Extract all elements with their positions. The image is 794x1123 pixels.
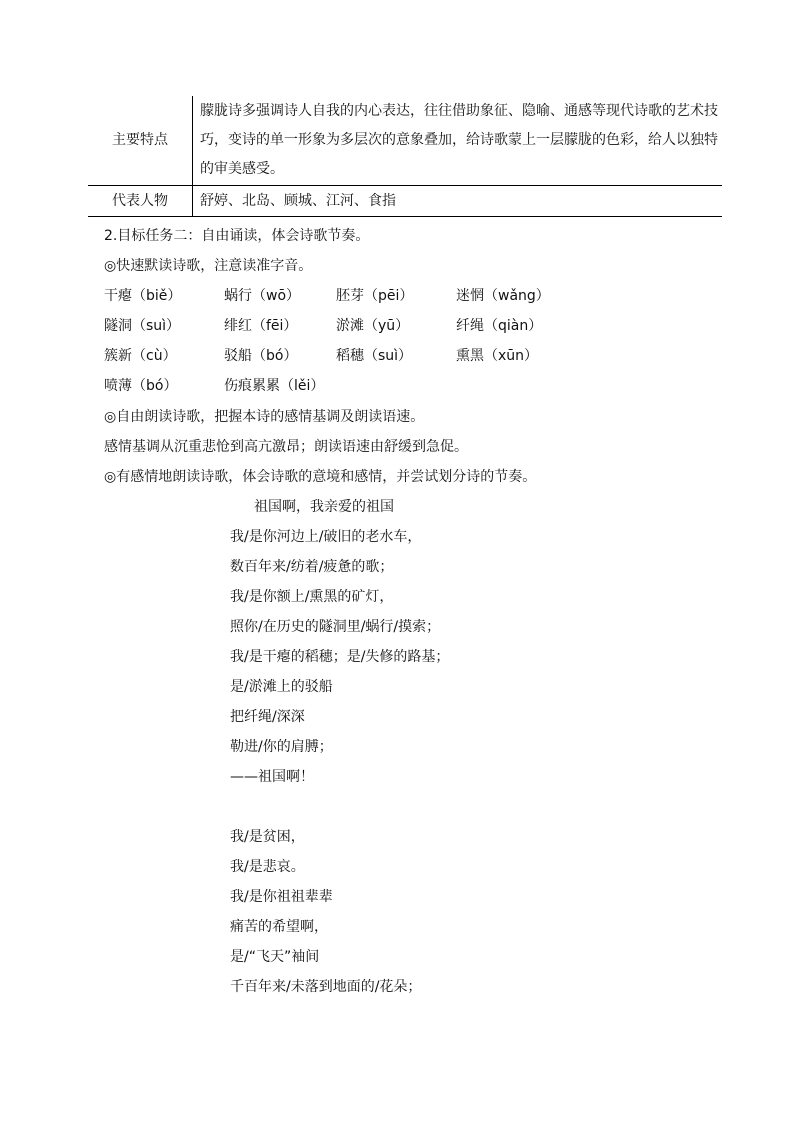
poem-line: 把纤绳/深深 (230, 709, 305, 725)
pronunciation-item: 干瘪（biě） (104, 288, 182, 304)
pronunciation-item: 伤痕累累（lěi） (224, 378, 325, 394)
pronunciation-item: 驳船（bó） (224, 348, 298, 364)
poem-info-table (88, 96, 722, 217)
poem-body (230, 527, 449, 1007)
pronunciation-item: 喷薄（bó） (104, 378, 178, 394)
poem-line: ——祖国啊！ (230, 769, 314, 785)
table-row (88, 96, 722, 186)
task2-heading: 2.目标任务二：自由诵读，体会诗歌节奏。 (104, 228, 370, 244)
step3-instruction: ◎有感情地朗读诗歌，体会诗歌的意境和感情，并尝试划分诗的节奏。 (104, 469, 537, 485)
poem-line: 是/“飞天”袖间 (230, 949, 320, 965)
step2-instruction: ◎自由朗读诗歌，把握本诗的感情基调及朗读语速。 (104, 409, 425, 425)
pronunciation-item: 稻穗（suì） (336, 348, 413, 364)
poem-line: 我/是你河边上/破旧的老水车， (230, 529, 422, 545)
step2-answer: 感情基调从沉重悲怆到高亢激昂；朗读语速由舒缓到急促。 (104, 439, 468, 455)
poem-line: 照你/在历史的隧洞里/蜗行/摸索； (230, 619, 441, 635)
poem-line: 痛苦的希望啊， (230, 919, 328, 935)
pronunciation-item: 胚芽（pēi） (336, 288, 414, 304)
pronunciation-item: 熏黑（xūn） (456, 348, 539, 364)
poem-line: 我/是悲哀。 (230, 859, 305, 875)
poem-line: 勒进/你的肩膊； (230, 739, 333, 755)
table-label-cell: 主要特点 (88, 96, 193, 186)
pronunciation-item: 迷惘（wǎng） (456, 288, 550, 304)
pronunciation-item: 纤绳（qiàn） (456, 318, 543, 334)
step1-instruction: ◎快速默读诗歌，注意读准字音。 (104, 258, 313, 274)
poem-line: 千百年来/未落到地面的/花朵； (230, 979, 422, 995)
pronunciation-item: 隧洞（suì） (104, 318, 181, 334)
table-content-cell: 朦胧诗多强调诗人自我的内心表达，往往借助象征、隐喻、通感等现代诗歌的艺术技巧，变诗的单一形象为多层次的意象叠加，给诗歌蒙上一层朦胧的色彩，给人以独特的审美感受。 (193, 96, 723, 186)
pronunciation-item: 绯红（fēi） (224, 318, 298, 334)
table-row (88, 186, 722, 217)
table-content-cell: 舒婷、北岛、顾城、江河、食指 (193, 186, 723, 217)
poem-line: 我/是你额上/熏黑的矿灯， (230, 589, 394, 605)
poem-line: 是/淤滩上的驳船 (230, 679, 333, 695)
pronunciation-item: 簇新（cù） (104, 348, 177, 364)
poem-title: 祖国啊，我亲爱的祖国 (254, 499, 394, 515)
poem-line: 数百年来/纺着/疲惫的歌； (230, 559, 394, 575)
pronunciation-item: 蜗行（wō） (224, 288, 301, 304)
poem-line: 我/是干瘪的稻穗；是/失修的路基； (230, 649, 450, 665)
poem-line: 我/是你祖祖辈辈 (230, 889, 333, 905)
poem-blank-line (230, 797, 449, 827)
pronunciation-item: 淤滩（yū） (336, 318, 410, 334)
poem-line: 我/是贫困， (230, 829, 305, 845)
table-label-cell: 代表人物 (88, 186, 193, 217)
